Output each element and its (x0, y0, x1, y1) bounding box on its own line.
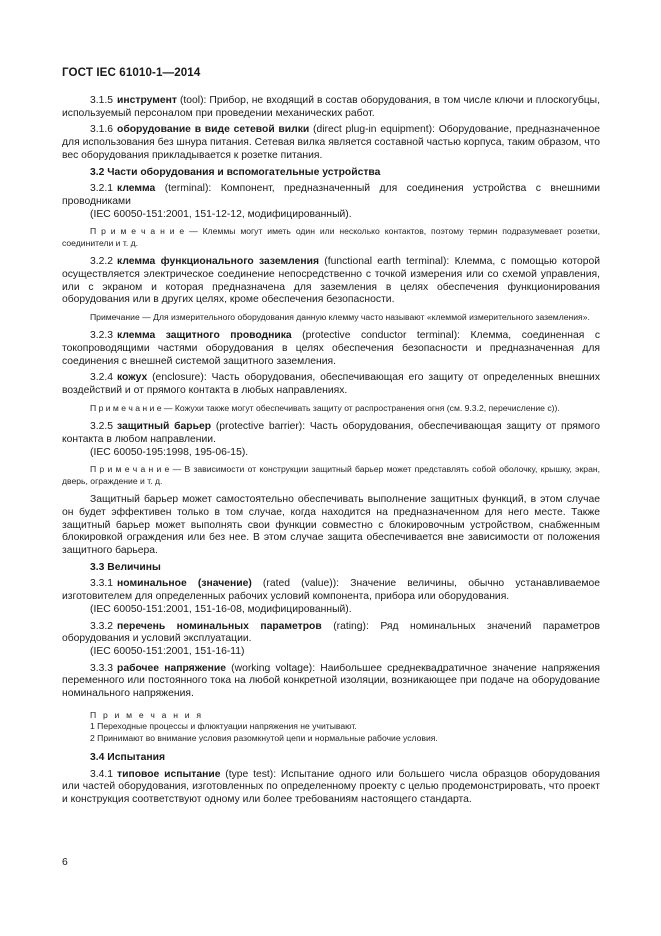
clause-3-1-5: 3.1.5 инструмент (tool): Прибор, не входящий в состав оборудования, в том числе ключи и плоскогубцы, используемый персоналом при проведении механических работ. (62, 95, 600, 119)
term: клемма функционального заземления (117, 256, 319, 268)
note-item: 1 Переходные процессы и флюктуации напряжения не учитывают. (90, 721, 357, 732)
term: оборудование в виде сетевой вилки (117, 124, 310, 136)
clause-3-2-4: 3.2.4 кожух (enclosure): Часть оборудования, обеспечивающая его защиту от определенных внешних воздействий и от прямого контакта в любых направлениях. (62, 372, 600, 397)
clause-3-4-1: 3.4.1 типовое испытание (type test): Испытание одного или большего числа образцов оборудования или частей оборудования, изготовленных по определенному проекту с целью продемонстрировать, что проект и конструкция соответствуют одному или более требованиям настоящего стандарта. (62, 768, 600, 806)
term: клемма защитного проводника (117, 330, 292, 342)
reference: (IEC 60050-151:2001, 151-16-08, модифицированный). (90, 603, 352, 615)
term: защитный барьер (117, 421, 212, 433)
clause-3-2-1: 3.2.1 клемма (terminal): Компонент, предназначенный для соединения устройства с внешними проводниками (62, 183, 600, 207)
clause-3-1-6: 3.1.6 оборудование в виде сетевой вилки (direct plug-in equipment): Оборудование, предназначенное для использования без шнура питания. Сетевая вилка является составной частью корпуса, таким образом, что вес оборудования прикладывается к розетке питания. (62, 124, 600, 161)
term: перечень номинальных параметров (117, 620, 322, 632)
document-header: ГОСТ IEC 61010-1—2014 (62, 66, 201, 79)
note: П р и м е ч а н и е — В зависимости от конструкции защитный барьер может представлять собой оболочку, крышку, экран, дверь, ограждение и т. д. (62, 464, 601, 486)
clause-3-2-3: 3.2.3 клемма защитного проводника (protective conductor terminal): Клемма, соединенная с токопроводящими частями оборудования в целях обеспечения безопасности и предназначенная для соединения с внешней системой защитного заземления. (62, 330, 600, 367)
reference: (IEC 60050-151:2001, 151-16-11) (90, 645, 245, 657)
term: клемма (117, 183, 156, 195)
note: П р и м е ч а н и е — Кожухи также могут обеспечивать защиту от распространения огня (см. 9.3.2, перечисление с)). (90, 402, 560, 413)
section-heading-3-4: 3.4 Испытания (90, 751, 165, 763)
note: П р и м е ч а н и е — Клеммы могут иметь один или несколько контактов, поэтому термин подразумевает розетки, соединители и т. д. (62, 226, 600, 248)
term: типовое испытание (117, 768, 221, 780)
term: инструмент (117, 95, 177, 106)
section-heading-3-2: 3.2 Части оборудования и вспомогательные устройства (90, 166, 381, 178)
clause-3-2-5: 3.2.5 защитный барьер (protective barrier): Часть оборудования, обеспечивающая защиту от прямого контакта в любом направлении. (62, 421, 600, 445)
clause-3-3-1: 3.3.1 номинальное (значение) (rated (value)): Значение величины, обычно устанавливаемое изготовителем для определенных рабочих условий компонента, прибора или оборудования. (62, 578, 600, 603)
notes-title: П р и м е ч а н и я (90, 709, 204, 720)
clause-3-2-2: 3.2.2 клемма функционального заземления (functional earth terminal): Клемма, с помощью которой осуществляется электрическое соединение непосредственно с точкой измерения или со схемой управления, или с экраном и которая предназначена для заземления в целях обеспечения функционирования оборудования или в других целях, кроме обеспечения безопасности. (62, 256, 600, 306)
reference: (IEC 60050-151:2001, 151-12-12, модифицированный). (90, 208, 352, 220)
term: кожух (117, 372, 148, 384)
clause-3-3-2: 3.3.2 перечень номинальных параметров (rating): Ряд номинальных значений параметров оборудования и условий эксплуатации. (62, 620, 600, 645)
term: рабочее напряжение (117, 662, 226, 674)
clause-3-3-3: 3.3.3 рабочее напряжение (working voltage): Наибольшее среднеквадратичное значение напряжения переменного или постоянного тока на любой конкретной изоляции, возникающее при подаче на оборудование номинального напряжения. (62, 662, 600, 700)
document-body (62, 95, 600, 811)
note-item: 2 Принимают во внимание условия разомкнутой цепи и нормальные рабочие условия. (90, 732, 438, 743)
section-heading-3-3: 3.3 Величины (90, 561, 161, 573)
term: номинальное (значение) (117, 578, 252, 590)
note: Примечание — Для измерительного оборудования данную клемму часто называют «клеммой измерительного заземления». (90, 311, 590, 322)
page-number: 6 (62, 857, 68, 868)
reference: (IEC 60050-195:1998, 195-06-15). (90, 446, 249, 458)
notes-block (62, 710, 600, 744)
paragraph: Защитный барьер может самостоятельно обеспечивать выполнение защитных функций, в этом случае он будет эффективен только в том случае, когда находится на предназначенном для него месте. Также защитный барьер может выполнять свои функции совместно с блокировочным устройством, снабженным блокировкой ограждения или без нее. В этом случае защита обеспечивается вне зависимости от положения защитного барьера. (62, 494, 600, 557)
